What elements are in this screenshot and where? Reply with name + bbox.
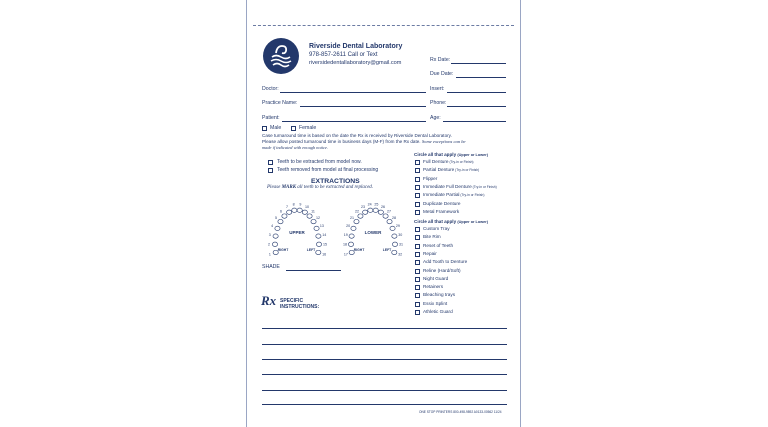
perforation-line (253, 25, 514, 26)
tooth-number: 20 (346, 223, 351, 228)
tooth-number: 5 (274, 215, 277, 220)
option-checkbox[interactable] (415, 277, 420, 282)
instructions-line[interactable] (262, 390, 507, 391)
option-label (423, 268, 461, 273)
lab-email: riversidedentallaboratory@gmail.com (309, 60, 402, 66)
tooth-number: 23 (361, 204, 366, 209)
rx-symbol: Rx (261, 293, 277, 308)
option-label (423, 176, 437, 181)
tooth[interactable] (392, 242, 397, 246)
option-label-text: Partial Denture (423, 167, 455, 173)
option-label (423, 209, 459, 214)
option-checkbox[interactable] (415, 235, 420, 240)
tooth-number: 30 (398, 233, 403, 237)
tooth-number: 21 (349, 215, 354, 220)
notice-text: Please allow posted turnaround time in business days (M-F) from the Rx date. (262, 139, 421, 144)
tooth[interactable] (387, 219, 392, 223)
group1-header-text: Circle all that apply (414, 152, 457, 157)
tooth-number: 24 (367, 202, 372, 207)
option-checkbox[interactable] (415, 260, 420, 265)
tooth-number: 25 (374, 202, 379, 207)
tooth[interactable] (287, 210, 292, 214)
option-label-text: Full Denture (423, 159, 449, 164)
instructions-line1: SPECIFIC (280, 298, 304, 304)
turnaround-notice-line1: Case turnaround time is based on the date the Rx is received by Riverside Dental Laboratory. (262, 133, 452, 138)
group1-header-sub: (Upper or Lower) (457, 153, 488, 157)
instructions-line[interactable] (262, 374, 507, 375)
doctor-field[interactable] (280, 92, 426, 93)
phone-field[interactable] (447, 106, 506, 107)
option-label-text: Flipper (423, 175, 438, 181)
tooth[interactable] (316, 242, 321, 246)
option-checkbox[interactable] (415, 210, 420, 215)
subtitle-post: all teeth to be extracted and replaced. (297, 185, 374, 190)
option-label (423, 167, 479, 172)
tooth[interactable] (316, 250, 321, 254)
tooth-number: 13 (319, 223, 324, 228)
option-label-text: Night Guard (423, 275, 449, 281)
notice-italic: Some exceptions can be (421, 139, 466, 144)
option-label-text: Bite Rim (423, 234, 441, 240)
tooth-number: 7 (286, 204, 289, 209)
subtitle-pre: Please (267, 185, 281, 190)
option-label (423, 301, 447, 306)
option-label (423, 201, 461, 206)
option-checkbox[interactable] (415, 168, 420, 173)
extractions-subtitle (267, 185, 373, 190)
option-label-text: Reset of Teeth (423, 242, 454, 248)
option-label-text: Duplicate Denture (423, 200, 461, 206)
doctor-label: Doctor: (262, 86, 279, 92)
practice-label: Practice Name: (262, 100, 298, 106)
tooth[interactable] (368, 208, 373, 212)
tooth-number: 9 (299, 202, 302, 207)
tooth[interactable] (373, 208, 378, 212)
option-checkbox[interactable] (415, 160, 420, 165)
tooth[interactable] (316, 234, 321, 238)
tooth[interactable] (358, 214, 363, 218)
tooth[interactable] (275, 226, 280, 230)
option-label-text: Immediate Full Denture (423, 183, 472, 189)
printer-footer: ONE STOP PRINTERS 800-498-9892 A0133-00562 11/24 (419, 410, 502, 414)
tooth-number: 10 (304, 204, 309, 209)
tooth[interactable] (273, 234, 278, 238)
option-label (423, 284, 443, 289)
extractions-title: EXTRACTIONS (311, 178, 360, 185)
age-label: Age: (430, 115, 441, 121)
tooth[interactable] (383, 214, 388, 218)
option-label-sub: (Try-in or Finish) (459, 193, 485, 198)
option-label (423, 292, 455, 297)
option-label-text: Add Tooth to Denture (423, 259, 468, 265)
option-label-text: Custom Tray (423, 226, 450, 231)
tooth[interactable] (349, 234, 354, 238)
tooth[interactable] (272, 242, 277, 246)
tooth[interactable] (392, 250, 397, 254)
rx-date-field[interactable] (451, 63, 506, 64)
subtitle-mark: MARK (281, 185, 297, 190)
lower-arch-label: LOWER (364, 230, 382, 235)
option-label (423, 243, 453, 248)
tooth[interactable] (390, 226, 395, 230)
upper-arch-label: UPPER (289, 230, 305, 235)
option-label (423, 251, 437, 256)
option-label (423, 234, 441, 239)
tooth-number: 22 (355, 209, 360, 214)
tooth-number: 4 (271, 223, 274, 228)
insert-field[interactable] (447, 92, 506, 93)
extract-now-label: Teeth to be extracted from model now. (277, 159, 362, 165)
lower-right-label: RIGHT (353, 248, 365, 252)
instructions-line[interactable] (262, 344, 507, 345)
option-label-sub: (Try-in or Finish) (454, 168, 480, 173)
option-checkbox[interactable] (415, 227, 420, 232)
option-label-text: Reline (Hard/Soft) (423, 267, 461, 273)
tooth-number: 15 (323, 242, 327, 247)
tooth[interactable] (282, 214, 287, 218)
option-label (423, 259, 467, 264)
tooth[interactable] (351, 226, 356, 230)
option-label-sub: (Try-in or Finish) (471, 184, 497, 189)
shade-label: SHADE (262, 264, 280, 270)
option-checkbox[interactable] (415, 302, 420, 307)
tooth-charts (257, 196, 417, 256)
rx-form-sheet (246, 0, 521, 427)
tooth-number: 19 (343, 233, 348, 237)
tooth[interactable] (297, 208, 302, 212)
tooth[interactable] (354, 219, 359, 223)
instructions-line[interactable] (262, 328, 507, 329)
option-checkbox[interactable] (415, 185, 420, 190)
option-label-text: Athletic Guard (423, 309, 453, 314)
tooth-number: 12 (316, 215, 321, 220)
option-label (423, 309, 453, 314)
turnaround-notice-line2 (262, 139, 466, 144)
option-checkbox[interactable] (415, 269, 420, 274)
instructions-line[interactable] (262, 404, 507, 405)
option-checkbox[interactable] (415, 285, 420, 290)
option-label (423, 226, 450, 231)
option-label (423, 192, 484, 197)
option-label-text: Bleaching trays (423, 292, 456, 298)
option-checkbox[interactable] (415, 293, 420, 298)
option-label-text: Repair (423, 250, 437, 256)
tooth[interactable] (363, 210, 368, 214)
turnaround-notice-line3: made if indicated with enough notice. (262, 145, 329, 150)
tooth[interactable] (292, 208, 297, 212)
insert-label: Insert: (430, 86, 445, 92)
group1-header (414, 152, 488, 157)
group2-header-text: Circle all that apply (414, 219, 457, 224)
option-label (423, 276, 448, 281)
option-checkbox[interactable] (415, 310, 420, 315)
tooth-number: 26 (380, 204, 385, 209)
tooth-number: 31 (399, 242, 403, 247)
lower-left-label: LEFT (382, 248, 392, 252)
patient-field[interactable] (282, 121, 426, 122)
extract-now-checkbox[interactable] (268, 160, 273, 165)
due-date-field[interactable] (456, 77, 506, 78)
lab-name: Riverside Dental Laboratory (309, 43, 403, 50)
tooth[interactable] (278, 219, 283, 223)
female-checkbox[interactable] (291, 126, 296, 131)
option-label-text: Essix Splint (423, 300, 448, 306)
tooth-number: 17 (343, 252, 348, 256)
tooth-number: 18 (343, 242, 347, 247)
tooth-number: 3 (268, 233, 271, 237)
option-checkbox[interactable] (415, 252, 420, 257)
patient-label: Patient: (262, 115, 280, 121)
group2-header (414, 219, 488, 224)
option-label (423, 184, 497, 189)
tooth-number: 1 (268, 252, 271, 256)
tooth[interactable] (348, 242, 353, 246)
tooth-number: 8 (292, 202, 295, 207)
tooth-number: 27 (386, 209, 391, 214)
option-checkbox[interactable] (415, 177, 420, 182)
tooth[interactable] (314, 226, 319, 230)
phone-label: Phone: (430, 100, 447, 106)
female-label: Female (299, 125, 317, 131)
rx-date-label: Rx Date: (430, 57, 451, 63)
tooth[interactable] (378, 210, 383, 214)
option-label-text: Immediate Partial (423, 192, 460, 198)
option-label-text: Retainers (423, 284, 444, 290)
instructions-line2: INSTRUCTIONS: (280, 304, 320, 310)
group2-header-sub: (Upper or Lower) (457, 220, 488, 224)
shade-field[interactable] (286, 270, 341, 271)
tooth[interactable] (307, 214, 312, 218)
practice-field[interactable] (300, 106, 426, 107)
male-checkbox[interactable] (262, 126, 267, 131)
age-field[interactable] (443, 121, 506, 122)
tooth-number: 16 (322, 252, 327, 256)
lab-phone: 978-857-2611 Call or Text (309, 52, 378, 58)
tooth-number: 29 (395, 223, 400, 228)
lab-logo-icon (263, 38, 299, 74)
tooth-number: 6 (280, 209, 283, 214)
tooth[interactable] (392, 234, 397, 238)
tooth-number: 32 (398, 252, 403, 256)
upper-right-label: RIGHT (277, 248, 289, 252)
tooth[interactable] (302, 210, 307, 214)
option-checkbox[interactable] (415, 244, 420, 249)
remove-final-checkbox[interactable] (268, 168, 273, 173)
option-label-sub: (Try-in or Finish) (448, 160, 474, 164)
option-label-text: Metal Framework (423, 208, 460, 214)
option-label (423, 159, 474, 164)
tooth-number: 11 (311, 209, 315, 214)
tooth-number: 14 (322, 233, 327, 237)
instructions-line[interactable] (262, 359, 507, 360)
due-date-label: Due Date: (430, 71, 454, 77)
option-checkbox[interactable] (415, 202, 420, 207)
male-label: Male (270, 125, 282, 131)
tooth[interactable] (311, 219, 316, 223)
remove-final-label: Teeth removed from model at final processing (277, 167, 379, 173)
option-checkbox[interactable] (415, 193, 420, 198)
tooth-number: 2 (268, 242, 270, 247)
tooth-number: 28 (392, 215, 397, 220)
upper-left-label: LEFT (306, 248, 316, 252)
